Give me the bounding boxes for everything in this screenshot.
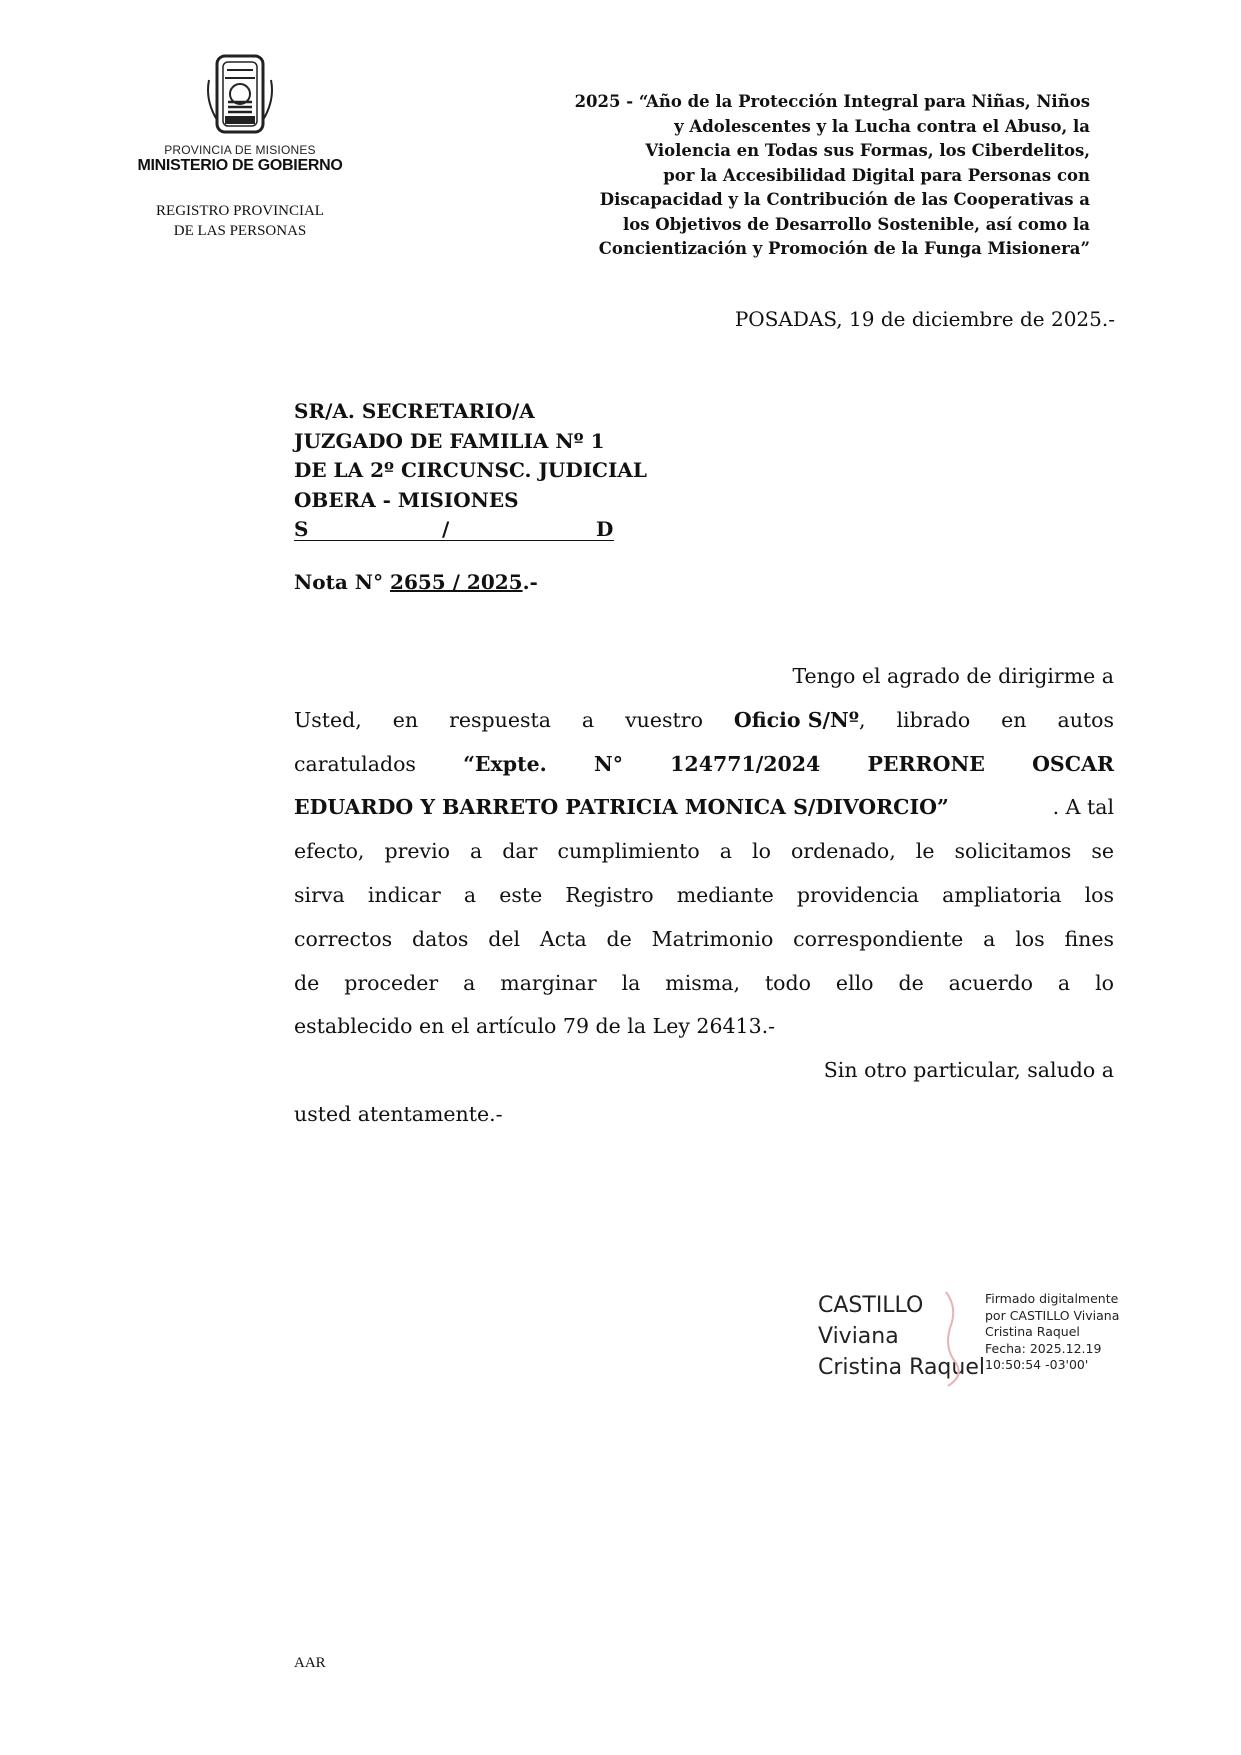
case-number: 124771/2024 [670,751,821,776]
comma: , [859,707,866,732]
case-word: N° [593,751,623,776]
sd-mid: / [442,517,450,541]
note-number-value: 2655 / 2025 [390,570,523,594]
signer-name-line: CASTILLO [818,1293,924,1318]
word: respuesta [449,707,551,732]
author-initials: AAR [294,1655,326,1671]
signature-mark-icon [938,1288,978,1388]
word: Usted, [294,707,362,732]
addressee-line: DE LA 2º CIRCUNSC. JUDICIAL [294,458,647,482]
signature-detail-line: Firmado digitalmente [985,1291,1119,1306]
addressee-block [294,397,794,545]
signer-name-line: Cristina Raquel [818,1355,985,1380]
motto-line: y Adolescentes y la Lucha contra el Abuso, la [674,116,1090,136]
oficio-label: Oficio S/Nº [733,707,859,732]
body-line: de proceder a marginar la misma, todo ello de acuerdo a lo [294,970,1114,995]
sd-right: D [596,517,614,541]
body-line: establecido en el artículo 79 de la Ley 26413.- [294,1014,776,1039]
word: vuestro [625,707,703,732]
letter-body [294,655,1114,1137]
sd-left: S [294,517,309,541]
word: librado [896,707,971,732]
closing-line: usted atentamente.- [294,1101,503,1126]
word: caratulados [294,751,416,776]
addressee-line: OBERA - MISIONES [294,487,519,512]
word: autos [1057,707,1114,732]
sd-line [294,515,614,545]
sd-underline [294,540,614,541]
signer-name-line: Viviana [818,1324,899,1349]
motto-line: los Objetivos de Desarrollo Sostenible, así como la [622,214,1090,234]
registry-name-line2: DE LAS PERSONAS [173,223,307,239]
word: en [1001,707,1027,732]
case-word: OSCAR [1032,751,1114,776]
province-seal-logo [195,50,285,138]
body-line: sirva indicar a este Registro mediante providencia ampliatoria los [294,882,1114,907]
province-name: PROVINCIA DE MISIONES [164,143,316,157]
addressee-line: SR/A. SECRETARIO/A [294,399,535,423]
motto-line: Violencia en Todas sus Formas, los Ciberdelitos, [645,141,1090,160]
word: . A tal [1052,795,1114,820]
body-line [294,743,1114,787]
body-line: correctos datos del Acta de Matrimonio correspondiente a los fines [294,926,1114,951]
motto-line: Concientización y Promoción de la Funga Misionera” [598,239,1090,258]
signature-detail-line: 10:50:54 -03'00' [985,1357,1089,1372]
body-line [294,699,1114,743]
case-word: PERRONE [867,751,985,776]
body-line: Tengo el agrado de dirigirme a [792,664,1114,688]
note-suffix: .- [522,570,538,594]
motto-line: Discapacidad y la Contribución de las Cooperativas a [599,190,1090,209]
motto-line: por la Accesibilidad Digital para Personas con [663,165,1090,185]
closing-line: Sin otro particular, saludo a [823,1058,1114,1083]
body-line: efecto, previo a dar cumplimiento a lo ordenado, le solicitamos se [294,839,1114,864]
word: en [392,707,419,732]
case-word: “Expte. [463,751,547,776]
ministry-name: MINISTERIO DE GOBIERNO [137,157,343,174]
place-date: POSADAS, 19 de diciembre de 2025.- [734,307,1115,331]
word: a [581,707,595,732]
addressee-line: JUZGADO DE FAMILIA Nº 1 [294,428,605,453]
note-number [294,570,538,594]
body-line [294,786,1114,830]
case-title: EDUARDO Y BARRETO PATRICIA MONICA S/DIVORCIO” [294,795,949,820]
motto-line: 2025 - “Año de la Protección Integral para Niñas, Niños [574,92,1090,111]
signature-detail-line: Cristina Raquel [985,1324,1080,1339]
digital-signature-details [985,1291,1119,1374]
signature-detail-line: Fecha: 2025.12.19 [985,1340,1102,1356]
oficio-ref [734,699,866,743]
year-motto [470,90,1090,262]
registry-name-line1: REGISTRO PROVINCIAL [156,203,324,219]
signature-detail-line: por CASTILLO Viviana [985,1307,1120,1323]
note-label: Nota N° [294,570,384,594]
